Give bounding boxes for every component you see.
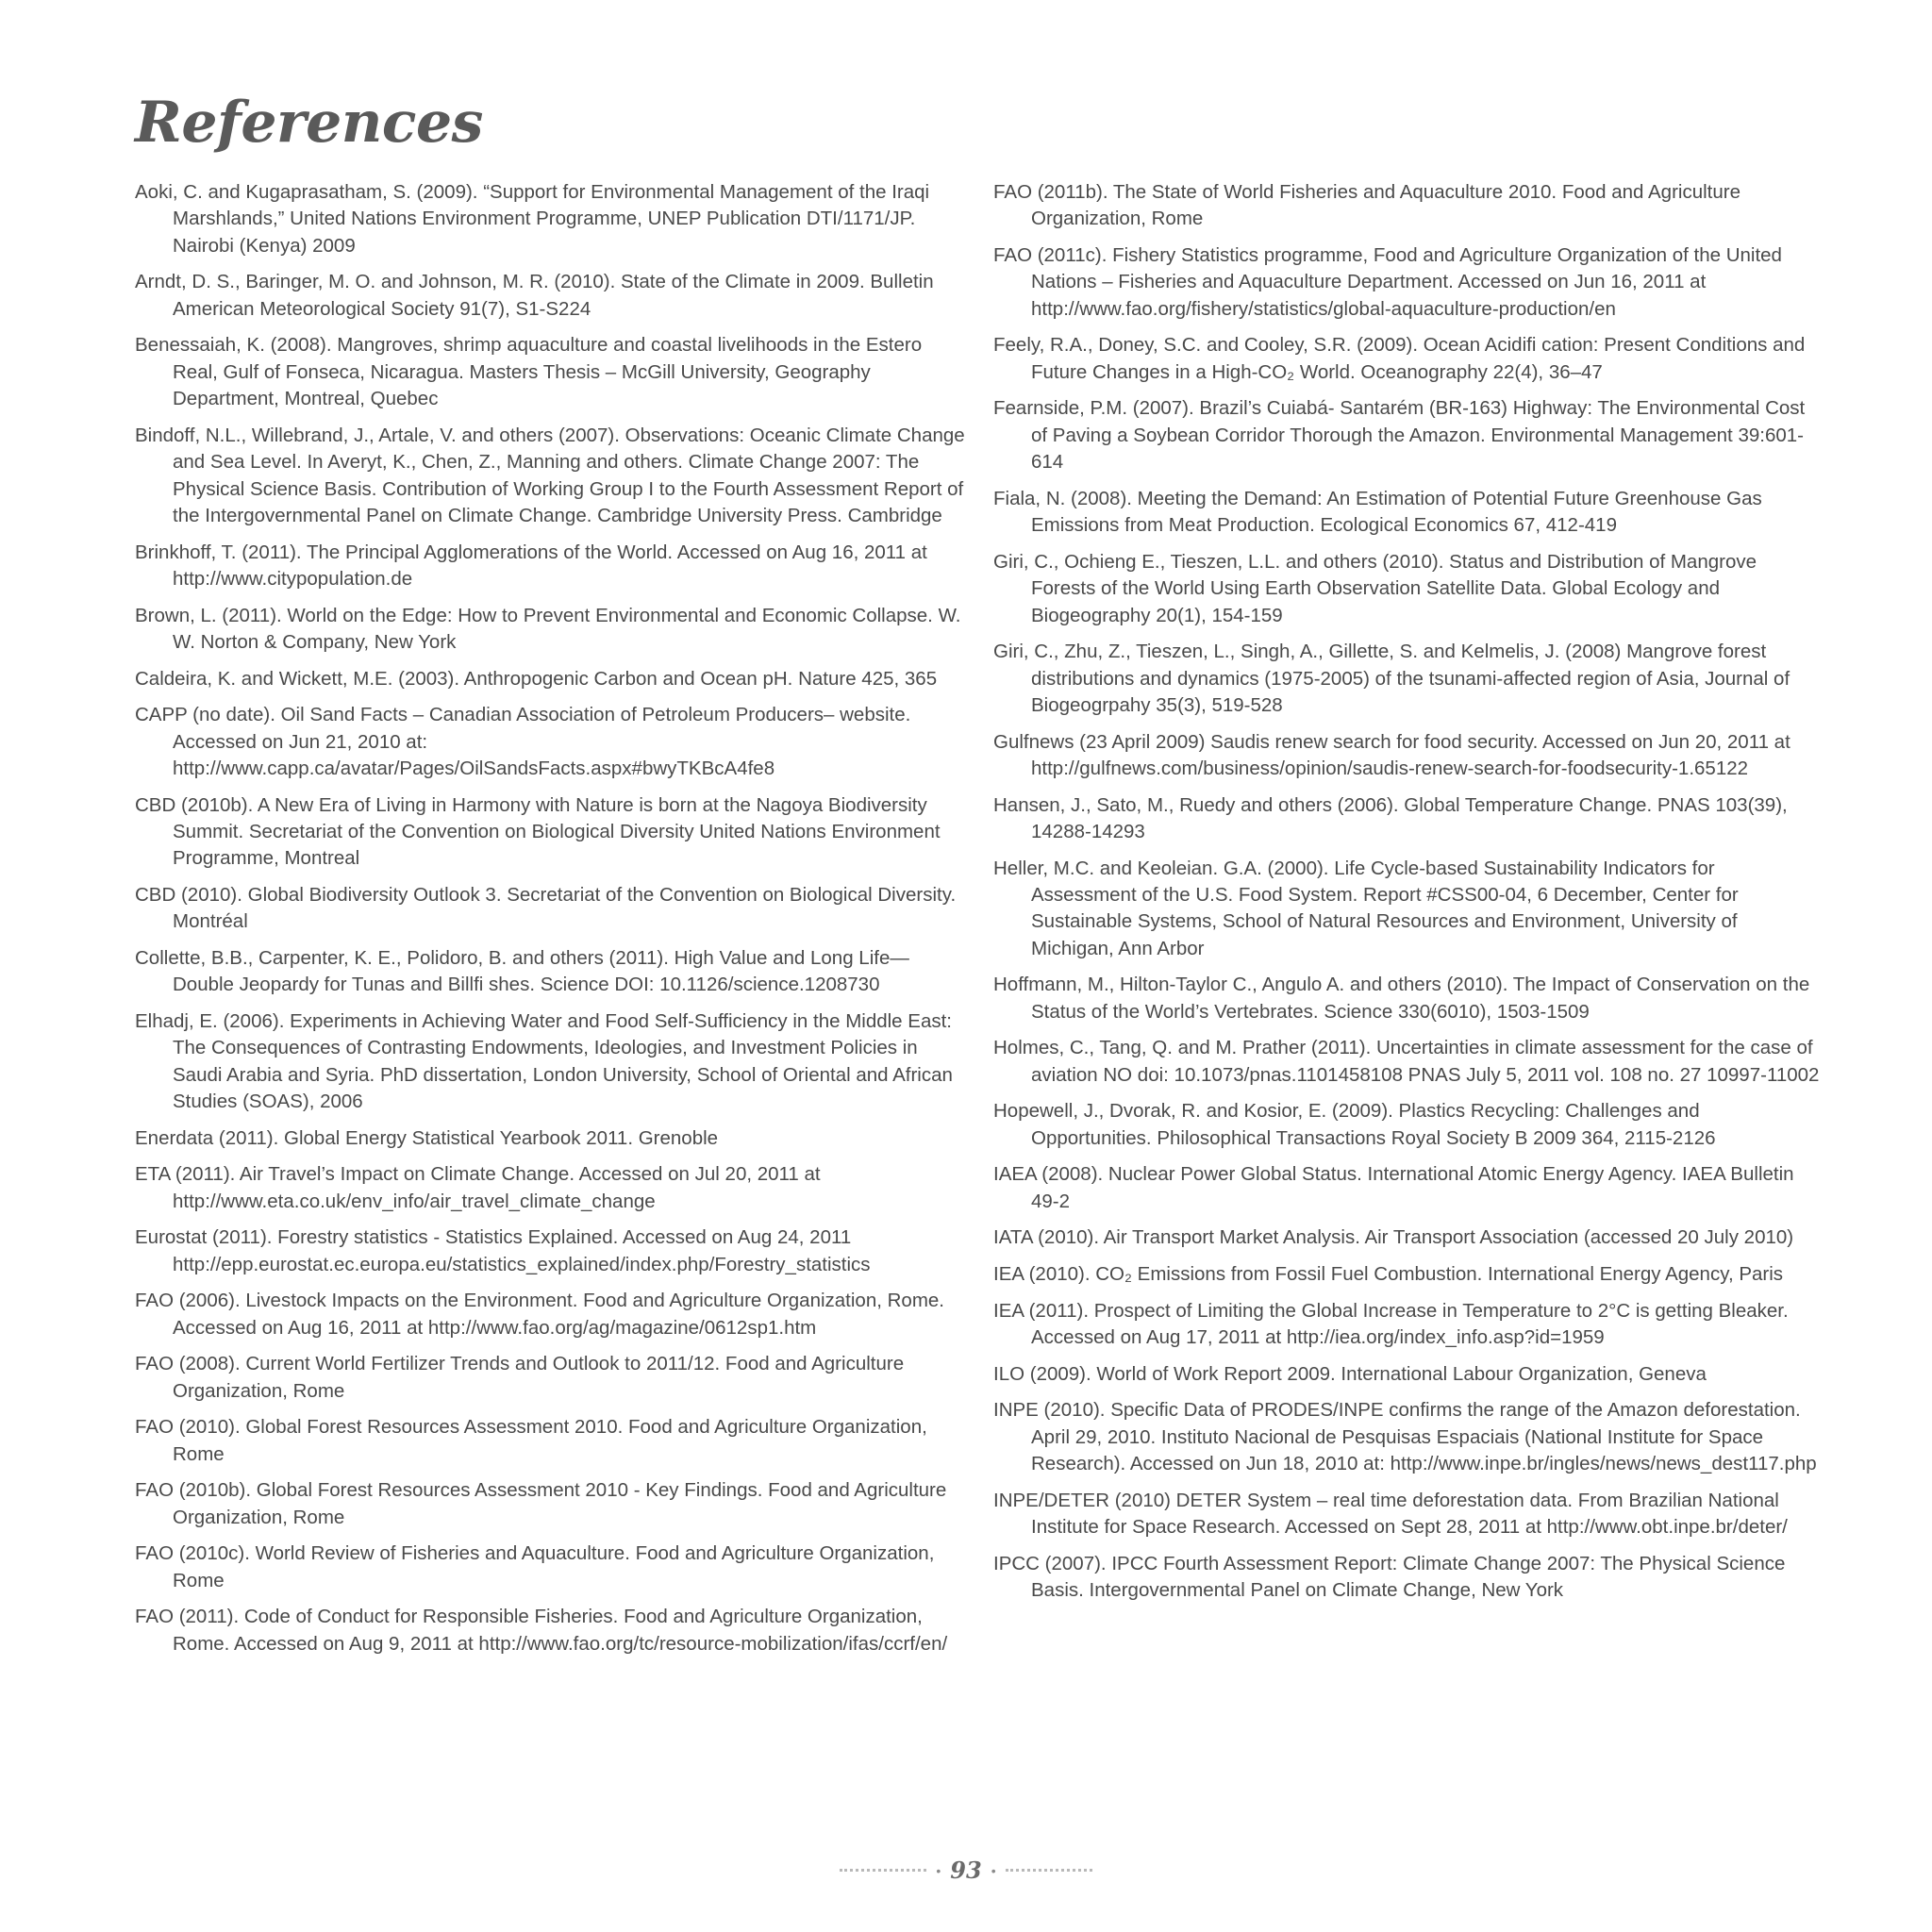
reference-entry: CBD (2010). Global Biodiversity Outlook 3. Secretariat of the Convention on Biological Diversity. Montréal <box>135 884 957 933</box>
reference-entry: IEA (2010). CO₂ Emissions from Fossil Fuel Combustion. International Energy Agency, Paris <box>993 1263 1784 1286</box>
reference-entry: IPCC (2007). IPCC Fourth Assessment Report: Climate Change 2007: The Physical Science Basis. Intergovernmental Panel on Climate Change, New York <box>993 1552 1786 1602</box>
reference-entry: FAO (2011b). The State of World Fisheries and Aquaculture 2010. Food and Agriculture Organization, Rome <box>993 181 1740 230</box>
footer-bullet-right: • <box>991 1862 996 1878</box>
reference-entry: Enerdata (2011). Global Energy Statistical Yearbook 2011. Grenoble <box>135 1126 719 1149</box>
reference-entry: Brinkhoff, T. (2011). The Principal Agglomerations of the World. Accessed on Aug 16, 2011 at http://www.citypopulation.de <box>135 541 927 591</box>
reference-entry: Holmes, C., Tang, Q. and M. Prather (2011). Uncertainties in climate assessment for the case of aviation NO doi: 10.1073/pnas.1101458108 PNAS July 5, 2011 vol. 108 no. 27 10997-11002 <box>993 1037 1820 1086</box>
reference-entry: Hoffmann, M., Hilton-Taylor C., Angulo A. and others (2010). The Impact of Conservation on the Status of the World’s Vertebrates. Science 330(6010), 1503-1509 <box>993 974 1810 1023</box>
footer-bullet-left: • <box>936 1862 941 1878</box>
reference-entry: Aoki, C. and Kugaprasatham, S. (2009). “Support for Environmental Management of the Iraqi Marshlands,” United Nations Environment Programme, UNEP Publication DTI/1171/JP. Nairobi (Kenya) 2009 <box>135 181 930 257</box>
reference-entry: Eurostat (2011). Forestry statistics - Statistics Explained. Accessed on Aug 24, 2011 http://epp.eurostat.ec.europa.eu/statistics_explained/index.php/Forestry_statistics <box>135 1226 871 1275</box>
reference-entry: Caldeira, K. and Wickett, M.E. (2003). Anthropogenic Carbon and Ocean pH. Nature 425, 365 <box>135 667 938 690</box>
reference-entry: FAO (2010). Global Forest Resources Assessment 2010. Food and Agriculture Organization, Rome <box>135 1416 927 1465</box>
reference-entry: Collette, B.B., Carpenter, K. E., Polidoro, B. and others (2011). High Value and Long Life—Double Jeopardy for Tunas and Billfi shes. Science DOI: 10.1126/science.1208730 <box>135 947 909 996</box>
reference-entry: CAPP (no date). Oil Sand Facts – Canadian Association of Petroleum Producers– website. Accessed on Jun 21, 2010 at: http://www.capp.ca/avatar/Pages/OilSandsFacts.aspx#bwyTKBcA4fe8 <box>135 704 911 780</box>
reference-entry: Brown, L. (2011). World on the Edge: How to Prevent Environmental and Economic Collapse. W. W. Norton & Company, New York <box>135 604 961 654</box>
reference-entry: Giri, C., Zhu, Z., Tieszen, L., Singh, A., Gillette, S. and Kelmelis, J. (2008) Mangrove forest distributions and dynamics (1975-2005) of the tsunami-affected region of Asia, Journal of Biogeogrpahy 35(3), 519-528 <box>993 641 1790 717</box>
reference-entry: Fearnside, P.M. (2007). Brazil’s Cuiabá- Santarém (BR-163) Highway: The Environmental Cost of Paving a Soybean Corridor Thorough the Amazon. Environmental Management 39:601-614 <box>993 397 1806 474</box>
reference-entry: IAEA (2008). Nuclear Power Global Status. International Atomic Energy Agency. IAEA Bulletin 49-2 <box>993 1163 1794 1212</box>
reference-entry: Hansen, J., Sato, M., Ruedy and others (2006). Global Temperature Change. PNAS 103(39), 14288-14293 <box>993 793 1788 843</box>
reference-entry: Benessaiah, K. (2008). Mangroves, shrimp aquaculture and coastal livelihoods in the Estero Real, Gulf of Fonseca, Nicaragua. Masters Thesis – McGill University, Geography Department, Montreal, Quebec <box>135 334 923 410</box>
reference-entry: Giri, C., Ochieng E., Tieszen, L.L. and others (2010). Status and Distribution of Mangrove Forests of the World Using Earth Observation Satellite Data. Global Ecology and Biogeography 20(1), 154-159 <box>993 550 1757 626</box>
footer-dotted-rule-left <box>840 1869 926 1872</box>
reference-entry: ETA (2011). Air Travel’s Impact on Climate Change. Accessed on Jul 20, 2011 at http://www.eta.co.uk/env_info/air_travel_climate_change <box>135 1163 821 1212</box>
footer-dotted-rule-right <box>1006 1869 1092 1872</box>
reference-entry: Elhadj, E. (2006). Experiments in Achieving Water and Food Self-Sufficiency in the Middle East: The Consequences of Contrasting Endowments, Ideologies, and Investment Policies in Saudi Arabia and Syria. PhD dissertation, London University, School of Oriental and African Studies (SOAS), 2006 <box>135 1010 953 1113</box>
reference-entry: Arndt, D. S., Baringer, M. O. and Johnson, M. R. (2010). State of the Climate in 2009. Bulletin American Meteorological Society 91(7), S1-S224 <box>135 271 934 320</box>
reference-entry: FAO (2006). Livestock Impacts on the Environment. Food and Agriculture Organization, Rome. Accessed on Aug 16, 2011 at http://www.fao.org/ag/magazine/0612sp1.htm <box>135 1290 945 1339</box>
reference-entry: Hopewell, J., Dvorak, R. and Kosior, E. (2009). Plastics Recycling: Challenges and Opportunities. Philosophical Transactions Royal Society B 2009 364, 2115-2126 <box>993 1100 1716 1149</box>
reference-entry: Bindoff, N.L., Willebrand, J., Artale, V. and others (2007). Observations: Oceanic Climate Change and Sea Level. In Averyt, K., Chen, Z., Manning and others. Climate Change 2007: The Physical Science Basis. Contribution of Working Group I to the Fourth Assessment Report of the Intergovernmental Panel on Climate Change. Cambridge University Press. Cambridge <box>135 424 965 527</box>
reference-entry: FAO (2011c). Fishery Statistics programme, Food and Agriculture Organization of the United Nations – Fisheries and Aquaculture Department. Accessed on Jun 16, 2011 at http://www.fao.org/fishery/statistics/global-aquaculture-production/en <box>993 244 1782 320</box>
reference-entry: CBD (2010b). A New Era of Living in Harmony with Nature is born at the Nagoya Biodiversity Summit. Secretariat of the Convention on Biological Diversity United Nations Environment Programme, Montreal <box>135 793 941 870</box>
reference-entry: INPE (2010). Specific Data of PRODES/INPE confirms the range of the Amazon deforestation. April 29, 2010. Instituto Nacional de Pesquisas Espaciais (National Institute for Space Research). Accessed on Jun 18, 2010 at: http://www.inpe.br/ingles/news/news_dest117.php <box>993 1399 1817 1475</box>
reference-entry: ILO (2009). World of Work Report 2009. International Labour Organization, Geneva <box>993 1362 1707 1385</box>
page-footer <box>0 1857 1932 1884</box>
page-title: References <box>135 90 483 156</box>
reference-entry: FAO (2010c). World Review of Fisheries and Aquaculture. Food and Agriculture Organization, Rome <box>135 1542 935 1591</box>
reference-entry: IEA (2011). Prospect of Limiting the Global Increase in Temperature to 2°C is getting Bleaker. Accessed on Aug 17, 2011 at http://iea.org/index_info.asp?id=1959 <box>993 1299 1789 1349</box>
reference-entry: FAO (2010b). Global Forest Resources Assessment 2010 - Key Findings. Food and Agriculture Organization, Rome <box>135 1479 947 1528</box>
reference-entry: FAO (2008). Current World Fertilizer Trends and Outlook to 2011/12. Food and Agriculture Organization, Rome <box>135 1353 905 1402</box>
reference-entry: Gulfnews (23 April 2009) Saudis renew search for food security. Accessed on Jun 20, 2011 at http://gulfnews.com/business/opinion/saudis-renew-search-for-foodsecurity-1.65122 <box>993 730 1790 780</box>
reference-entry: Fiala, N. (2008). Meeting the Demand: An Estimation of Potential Future Greenhouse Gas Emissions from Meat Production. Ecological Economics 67, 412-419 <box>993 487 1762 537</box>
page-number: 93 <box>950 1857 982 1884</box>
reference-entry: FAO (2011). Code of Conduct for Responsible Fisheries. Food and Agriculture Organization, Rome. Accessed on Aug 9, 2011 at http://www.fao.org/tc/resource-mobilization/ifas/ccrf/en/ <box>135 1606 948 1655</box>
reference-entry: IATA (2010). Air Transport Market Analysis. Air Transport Association (accessed 20 July 2010) <box>993 1226 1794 1249</box>
references-right-column <box>993 179 1824 1614</box>
reference-entry: Feely, R.A., Doney, S.C. and Cooley, S.R. (2009). Ocean Acidifi cation: Present Conditions and Future Changes in a High-CO₂ World. Oceanography 22(4), 36–47 <box>993 334 1806 383</box>
reference-entry: INPE/DETER (2010) DETER System – real time deforestation data. From Brazilian National Institute for Space Research. Accessed on Sept 28, 2011 at http://www.obt.inpe.br/deter/ <box>993 1489 1788 1539</box>
references-left-column <box>135 179 965 1667</box>
reference-entry: Heller, M.C. and Keoleian. G.A. (2000). Life Cycle-based Sustainability Indicators for Assessment of the U.S. Food System. Report #CSS00-04, 6 December, Center for Sustainable Systems, School of Natural Resources and Environment, University of Michigan, Ann Arbor <box>993 857 1739 959</box>
